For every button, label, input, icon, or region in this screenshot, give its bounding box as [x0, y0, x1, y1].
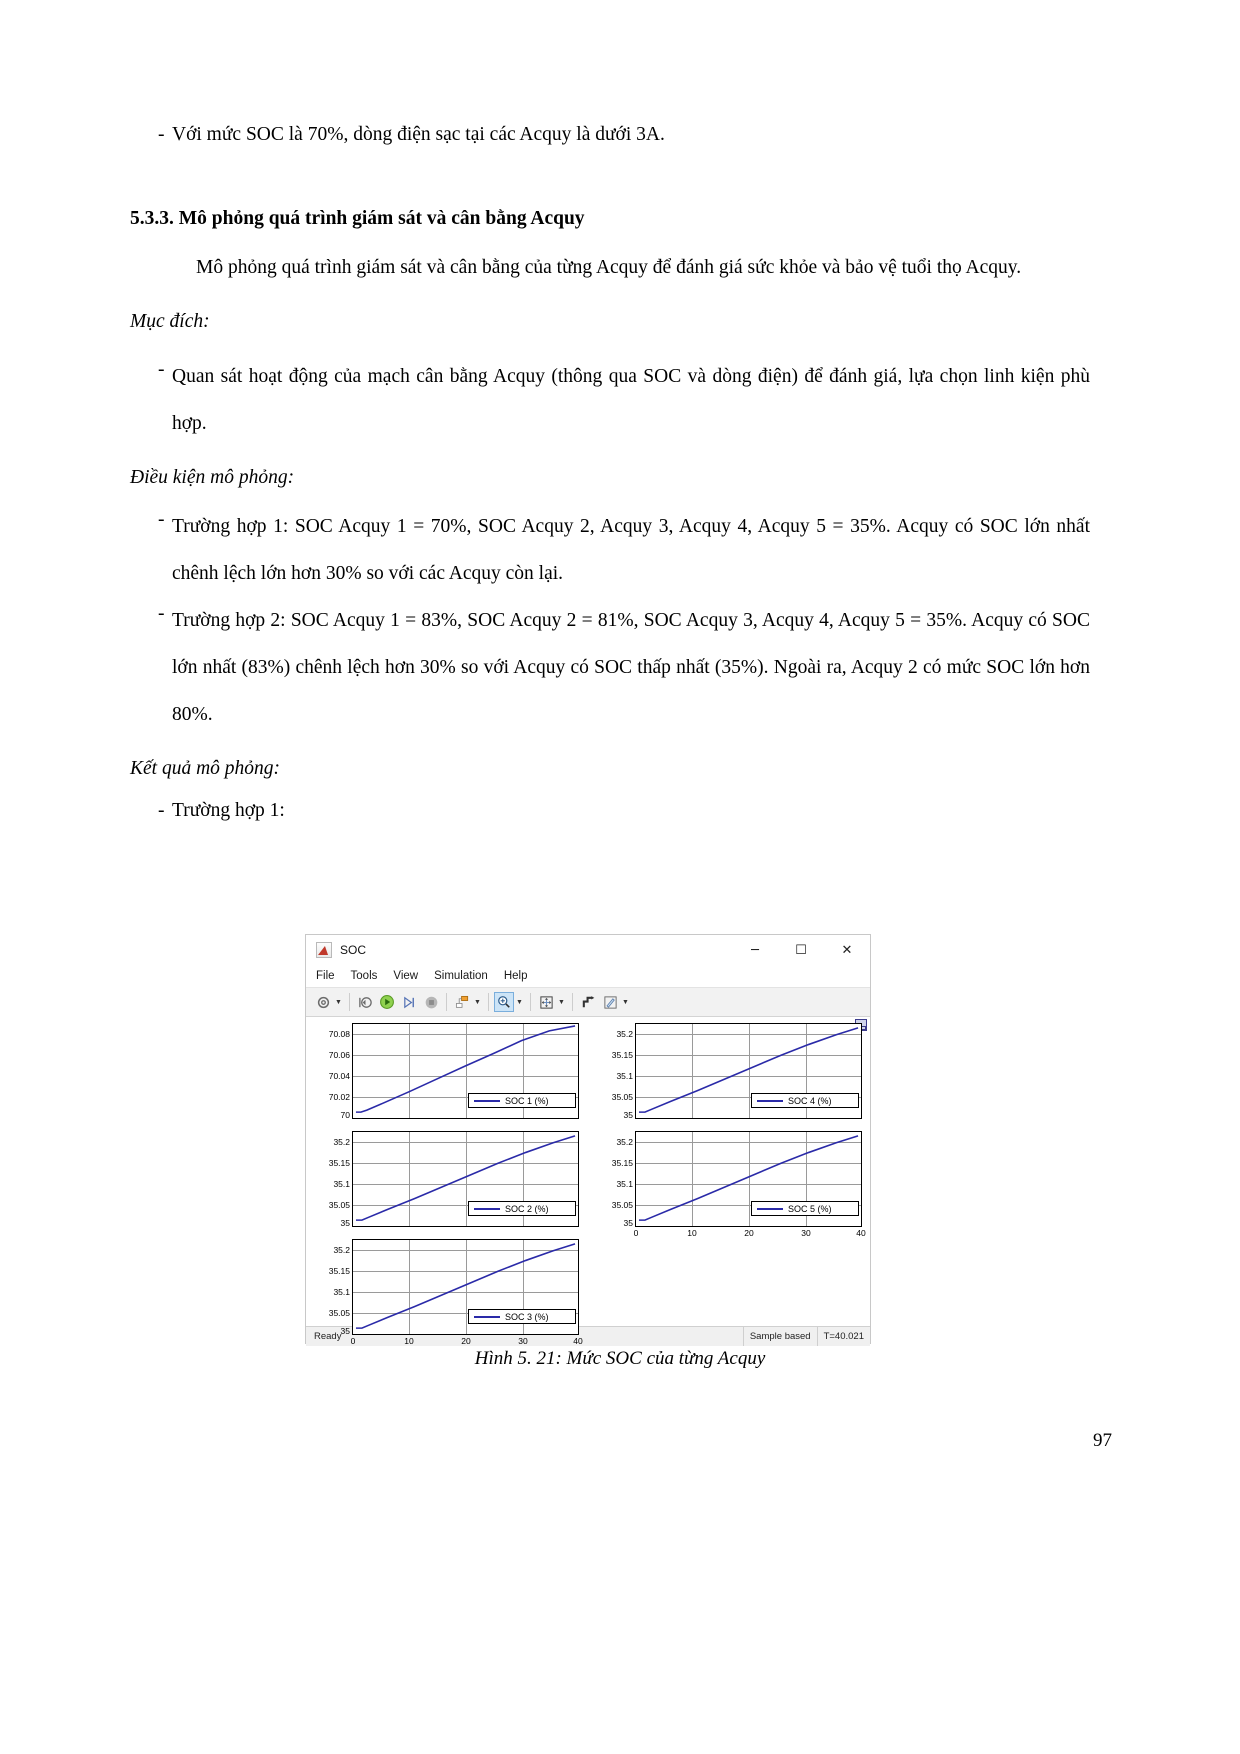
document-body	[130, 118, 1090, 828]
y-tick-label: 35.1	[333, 1287, 350, 1297]
y-tick-label: 35.15	[611, 1050, 633, 1060]
plot-soc-1	[306, 1017, 589, 1125]
toolbar-separator	[572, 993, 573, 1011]
chevron-down-icon[interactable]: ▼	[622, 998, 629, 1006]
menu-simulation[interactable]: Simulation	[434, 970, 488, 982]
plot-legend	[751, 1093, 859, 1108]
legend-line-icon	[474, 1316, 500, 1318]
zoom-in-icon[interactable]	[494, 992, 514, 1012]
plot-soc-4	[589, 1017, 872, 1125]
y-tick-label: 35.05	[328, 1308, 350, 1318]
y-tick-label: 35.2	[333, 1137, 350, 1147]
scope-menubar	[306, 965, 870, 988]
label-results: Kết quả mô phỏng:	[130, 758, 281, 779]
y-tick-label: 35.15	[328, 1158, 350, 1168]
status-ready-text: Ready	[314, 1331, 342, 1342]
y-tick-label: 70.08	[328, 1029, 350, 1039]
scope-window	[305, 934, 871, 1344]
style-icon[interactable]	[600, 992, 620, 1012]
label-conditions: Điều kiện mô phỏng:	[130, 467, 295, 488]
x-tick-label: 0	[350, 1336, 356, 1346]
plot-legend	[468, 1093, 576, 1108]
bullet-marker: -	[158, 800, 165, 821]
bullet-marker: -	[158, 509, 165, 530]
label-purpose: Mục đích:	[130, 311, 210, 332]
y-tick-label: 35.15	[611, 1158, 633, 1168]
bullet-top	[130, 118, 1090, 152]
legend-line-icon	[474, 1208, 500, 1210]
y-tick-label: 35.05	[611, 1092, 633, 1102]
bullet-case2-text: Trường hợp 2: SOC Acquy 1 = 83%, SOC Acquy 2 = 81%, SOC Acquy 3, Acquy 4, Acquy 5 = 35%. Acquy có SOC lớn nhất (83%) chênh lệch hơn 30% so với Acquy có SOC thấp nhất (35%). Ngoài ra, Acquy 2 có mức SOC lớn hơn 80%.	[172, 610, 1090, 725]
menu-file[interactable]: File	[316, 970, 335, 982]
signal-selection-icon[interactable]	[452, 992, 472, 1012]
y-tick-label: 35.05	[611, 1200, 633, 1210]
x-tick-label: 10	[687, 1228, 697, 1238]
legend-line-icon	[757, 1208, 783, 1210]
x-tick-label: 30	[801, 1228, 811, 1238]
axes-properties-icon[interactable]	[578, 992, 598, 1012]
step-forward-icon[interactable]	[399, 992, 419, 1012]
window-controls	[732, 935, 870, 965]
play-icon[interactable]	[377, 992, 397, 1012]
section-heading: 5.3.3. Mô phỏng quá trình giám sát và cân bằng Acquy	[130, 208, 585, 229]
stop-icon[interactable]	[421, 992, 441, 1012]
y-tick-label: 35.1	[616, 1071, 633, 1081]
y-tick-label: 35.2	[616, 1137, 633, 1147]
y-tick-label: 35	[623, 1218, 633, 1228]
x-tick-label: 30	[518, 1336, 528, 1346]
legend-line-icon	[474, 1100, 500, 1102]
y-tick-label: 70.02	[328, 1092, 350, 1102]
figure-caption: Hình 5. 21: Mức SOC của từng Acquy	[474, 1348, 766, 1369]
legend-label: SOC 2 (%)	[505, 1203, 549, 1214]
bullet-case2	[130, 597, 1090, 738]
y-tick-label: 35.05	[328, 1200, 350, 1210]
menu-help[interactable]: Help	[503, 970, 528, 982]
intro-paragraph: Mô phỏng quá trình giám sát và cân bằng của từng Acquy để đánh giá sức khỏe và bảo vệ tuổi thọ Acquy.	[196, 257, 1022, 278]
y-tick-label: 35.15	[328, 1266, 350, 1276]
y-tick-label: 35.2	[333, 1245, 350, 1255]
menu-view[interactable]: View	[393, 970, 419, 982]
chevron-down-icon[interactable]: ▼	[558, 998, 565, 1006]
plot-soc-5	[589, 1125, 872, 1253]
bullet-purpose-text: Quan sát hoạt động của mạch cân bằng Acquy (thông qua SOC và dòng điện) để đánh giá, lựa chọn linh kiện phù hợp.	[172, 366, 1090, 434]
y-tick-label: 70	[340, 1110, 350, 1120]
plot-soc-3	[306, 1233, 589, 1361]
toolbar-separator	[446, 993, 447, 1011]
y-tick-label: 35.1	[616, 1179, 633, 1189]
scope-toolbar	[306, 988, 870, 1017]
y-tick-label: 35.2	[616, 1029, 633, 1039]
x-tick-label: 40	[573, 1336, 583, 1346]
bullet-top-text: Với mức SOC là 70%, dòng điện sạc tại các Acquy là dưới 3A.	[172, 124, 665, 145]
toolbar-separator	[488, 993, 489, 1011]
legend-line-icon	[757, 1100, 783, 1102]
y-tick-label: 70.06	[328, 1050, 350, 1060]
y-tick-label: 35	[340, 1218, 350, 1228]
x-tick-label: 0	[633, 1228, 639, 1238]
bullet-purpose	[130, 353, 1090, 447]
menu-tools[interactable]: Tools	[350, 970, 378, 982]
autoscale-icon[interactable]	[536, 992, 556, 1012]
x-tick-label: 40	[856, 1228, 866, 1238]
bullet-marker: -	[158, 124, 165, 145]
minimize-icon[interactable]: ─	[751, 942, 759, 958]
bullet-result1	[130, 794, 1090, 828]
bullet-case1	[130, 503, 1090, 597]
y-tick-label: 35	[623, 1110, 633, 1120]
scope-titlebar	[306, 935, 870, 965]
x-tick-label: 20	[744, 1228, 754, 1238]
status-sample-mode: Sample based	[743, 1327, 817, 1346]
bullet-marker: -	[158, 359, 165, 380]
legend-label: SOC 4 (%)	[788, 1095, 832, 1106]
chevron-down-icon[interactable]: ▼	[335, 998, 342, 1006]
bullet-marker: -	[158, 603, 165, 624]
bullet-case1-text: Trường hợp 1: SOC Acquy 1 = 70%, SOC Acquy 2, Acquy 3, Acquy 4, Acquy 5 = 35%. Acquy có SOC lớn nhất chênh lệch lớn hơn 30% so với các Acquy còn lại.	[172, 516, 1090, 584]
legend-label: SOC 1 (%)	[505, 1095, 549, 1106]
plot-legend	[468, 1309, 576, 1324]
status-time: T=40.021	[817, 1327, 870, 1346]
plot-legend	[468, 1201, 576, 1216]
close-icon[interactable]: ✕	[841, 942, 853, 958]
y-tick-label: 70.04	[328, 1071, 350, 1081]
x-tick-label: 20	[461, 1336, 471, 1346]
legend-label: SOC 5 (%)	[788, 1203, 832, 1214]
page-number: 97	[1093, 1430, 1112, 1451]
y-tick-label: 35	[340, 1326, 350, 1336]
plot-soc-2	[306, 1125, 589, 1233]
chevron-down-icon[interactable]: ▼	[516, 998, 523, 1006]
bullet-result1-text: Trường hợp 1:	[172, 800, 285, 821]
rewind-icon[interactable]	[355, 992, 375, 1012]
x-tick-label: 10	[404, 1336, 414, 1346]
plot-legend	[751, 1201, 859, 1216]
maximize-icon[interactable]: ☐	[795, 942, 807, 958]
y-tick-label: 35.1	[333, 1179, 350, 1189]
toolbar-separator	[349, 993, 350, 1011]
toolbar-separator	[530, 993, 531, 1011]
print-icon[interactable]	[313, 992, 333, 1012]
legend-label: SOC 3 (%)	[505, 1311, 549, 1322]
chevron-down-icon[interactable]: ▼	[474, 998, 481, 1006]
scope-window-title: SOC	[340, 943, 367, 957]
matlab-logo-icon	[316, 942, 332, 958]
